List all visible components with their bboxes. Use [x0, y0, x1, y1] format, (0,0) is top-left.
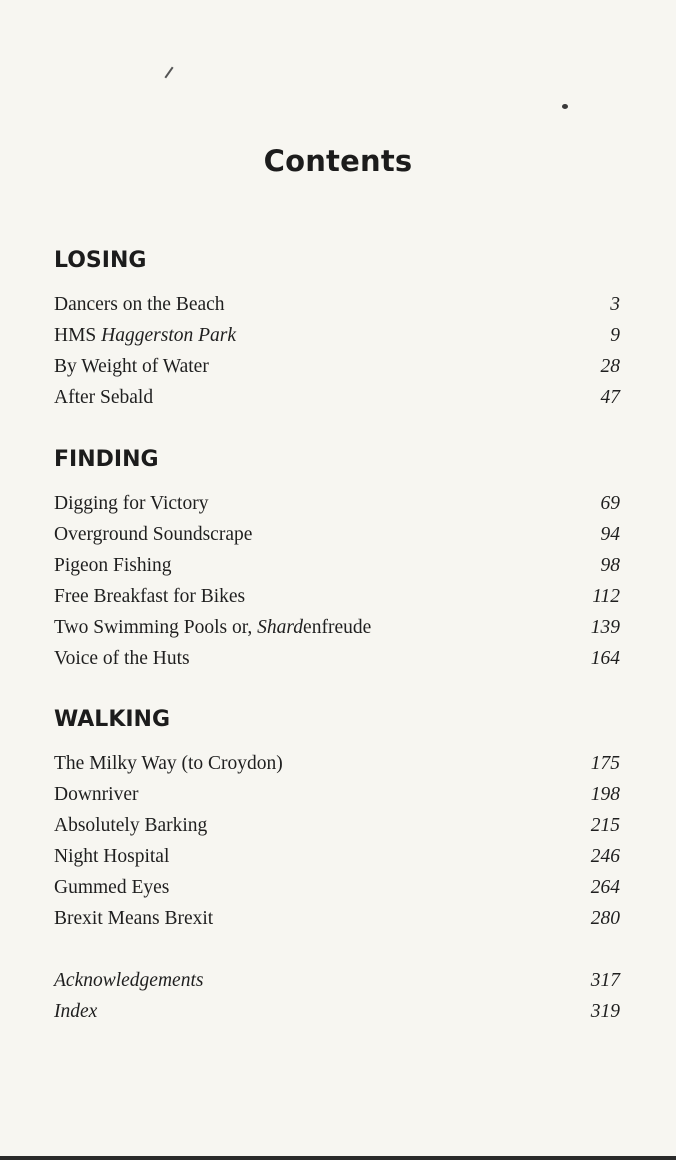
entry-page: 164 [590, 648, 620, 669]
entry-page: 98 [600, 555, 620, 576]
toc-entry[interactable] [54, 519, 620, 550]
toc-entry[interactable] [54, 643, 620, 674]
toc-entry[interactable] [54, 320, 620, 351]
entry-title-prefix: HMS [54, 325, 102, 346]
paper-mark [164, 67, 173, 79]
entry-title: Downriver [54, 784, 139, 805]
entry-title: Gummed Eyes [54, 877, 170, 898]
entry-title [54, 612, 371, 643]
toc-entry[interactable] [54, 382, 620, 413]
entry-page: 198 [590, 784, 620, 805]
toc-entry[interactable] [54, 351, 620, 382]
toc-entry[interactable] [54, 996, 620, 1027]
entry-page: 280 [590, 908, 620, 929]
entry-page: 246 [590, 846, 620, 867]
section-heading: FINDING [54, 447, 159, 472]
entry-title: Night Hospital [54, 846, 170, 867]
toc-entry[interactable] [54, 810, 620, 841]
entry-title-italic: Shard [257, 617, 304, 638]
paper-speck [562, 104, 568, 109]
toc-entry[interactable] [54, 488, 620, 519]
entry-title-italic: Haggerston Park [101, 325, 237, 346]
entry-page: 319 [590, 1001, 620, 1022]
entry-title: After Sebald [54, 387, 154, 408]
entry-page: 3 [610, 294, 620, 315]
entry-title: Free Breakfast for Bikes [54, 586, 246, 607]
entry-page: 28 [600, 356, 620, 377]
entry-title: The Milky Way (to Croydon) [54, 753, 283, 774]
toc-entry[interactable] [54, 612, 620, 643]
section-losing [54, 246, 620, 413]
toc-entry[interactable] [54, 289, 620, 320]
back-matter [54, 965, 620, 1027]
section-heading: WALKING [54, 707, 171, 732]
entry-page: 139 [590, 617, 620, 638]
toc-entry[interactable] [54, 779, 620, 810]
entry-title: Absolutely Barking [54, 815, 208, 836]
entry-title: Index [54, 1001, 98, 1022]
entry-title: Pigeon Fishing [54, 555, 172, 576]
entry-page: 264 [590, 877, 620, 898]
toc-entry[interactable] [54, 581, 620, 612]
section-finding [54, 445, 620, 674]
entry-title: Voice of the Huts [54, 648, 190, 669]
entry-page: 175 [590, 753, 620, 774]
toc-entry[interactable] [54, 872, 620, 903]
toc-entry[interactable] [54, 965, 620, 996]
entry-page: 317 [590, 970, 620, 991]
entry-title: Brexit Means Brexit [54, 908, 214, 929]
entry-title: Overground Soundscrape [54, 524, 253, 545]
entry-title-suffix: enfreude [303, 617, 372, 638]
entry-title-prefix: Two Swimming Pools or, [54, 617, 258, 638]
entry-title: Digging for Victory [54, 493, 209, 514]
entry-title [54, 320, 236, 351]
section-heading: LOSING [54, 248, 147, 273]
entry-page: 47 [600, 387, 620, 408]
toc-entry[interactable] [54, 841, 620, 872]
entry-page: 9 [610, 325, 620, 346]
entry-page: 215 [590, 815, 620, 836]
toc-entry[interactable] [54, 748, 620, 779]
page-bottom-edge [0, 1156, 676, 1160]
entry-page: 112 [592, 586, 620, 607]
entry-title: Acknowledgements [54, 970, 204, 991]
toc-entry[interactable] [54, 903, 620, 934]
entry-title: By Weight of Water [54, 356, 209, 377]
section-walking [54, 705, 620, 934]
entry-page: 69 [600, 493, 620, 514]
toc-entry[interactable] [54, 550, 620, 581]
entry-page: 94 [600, 524, 620, 545]
entry-title: Dancers on the Beach [54, 294, 225, 315]
page-title: Contents [263, 144, 413, 178]
